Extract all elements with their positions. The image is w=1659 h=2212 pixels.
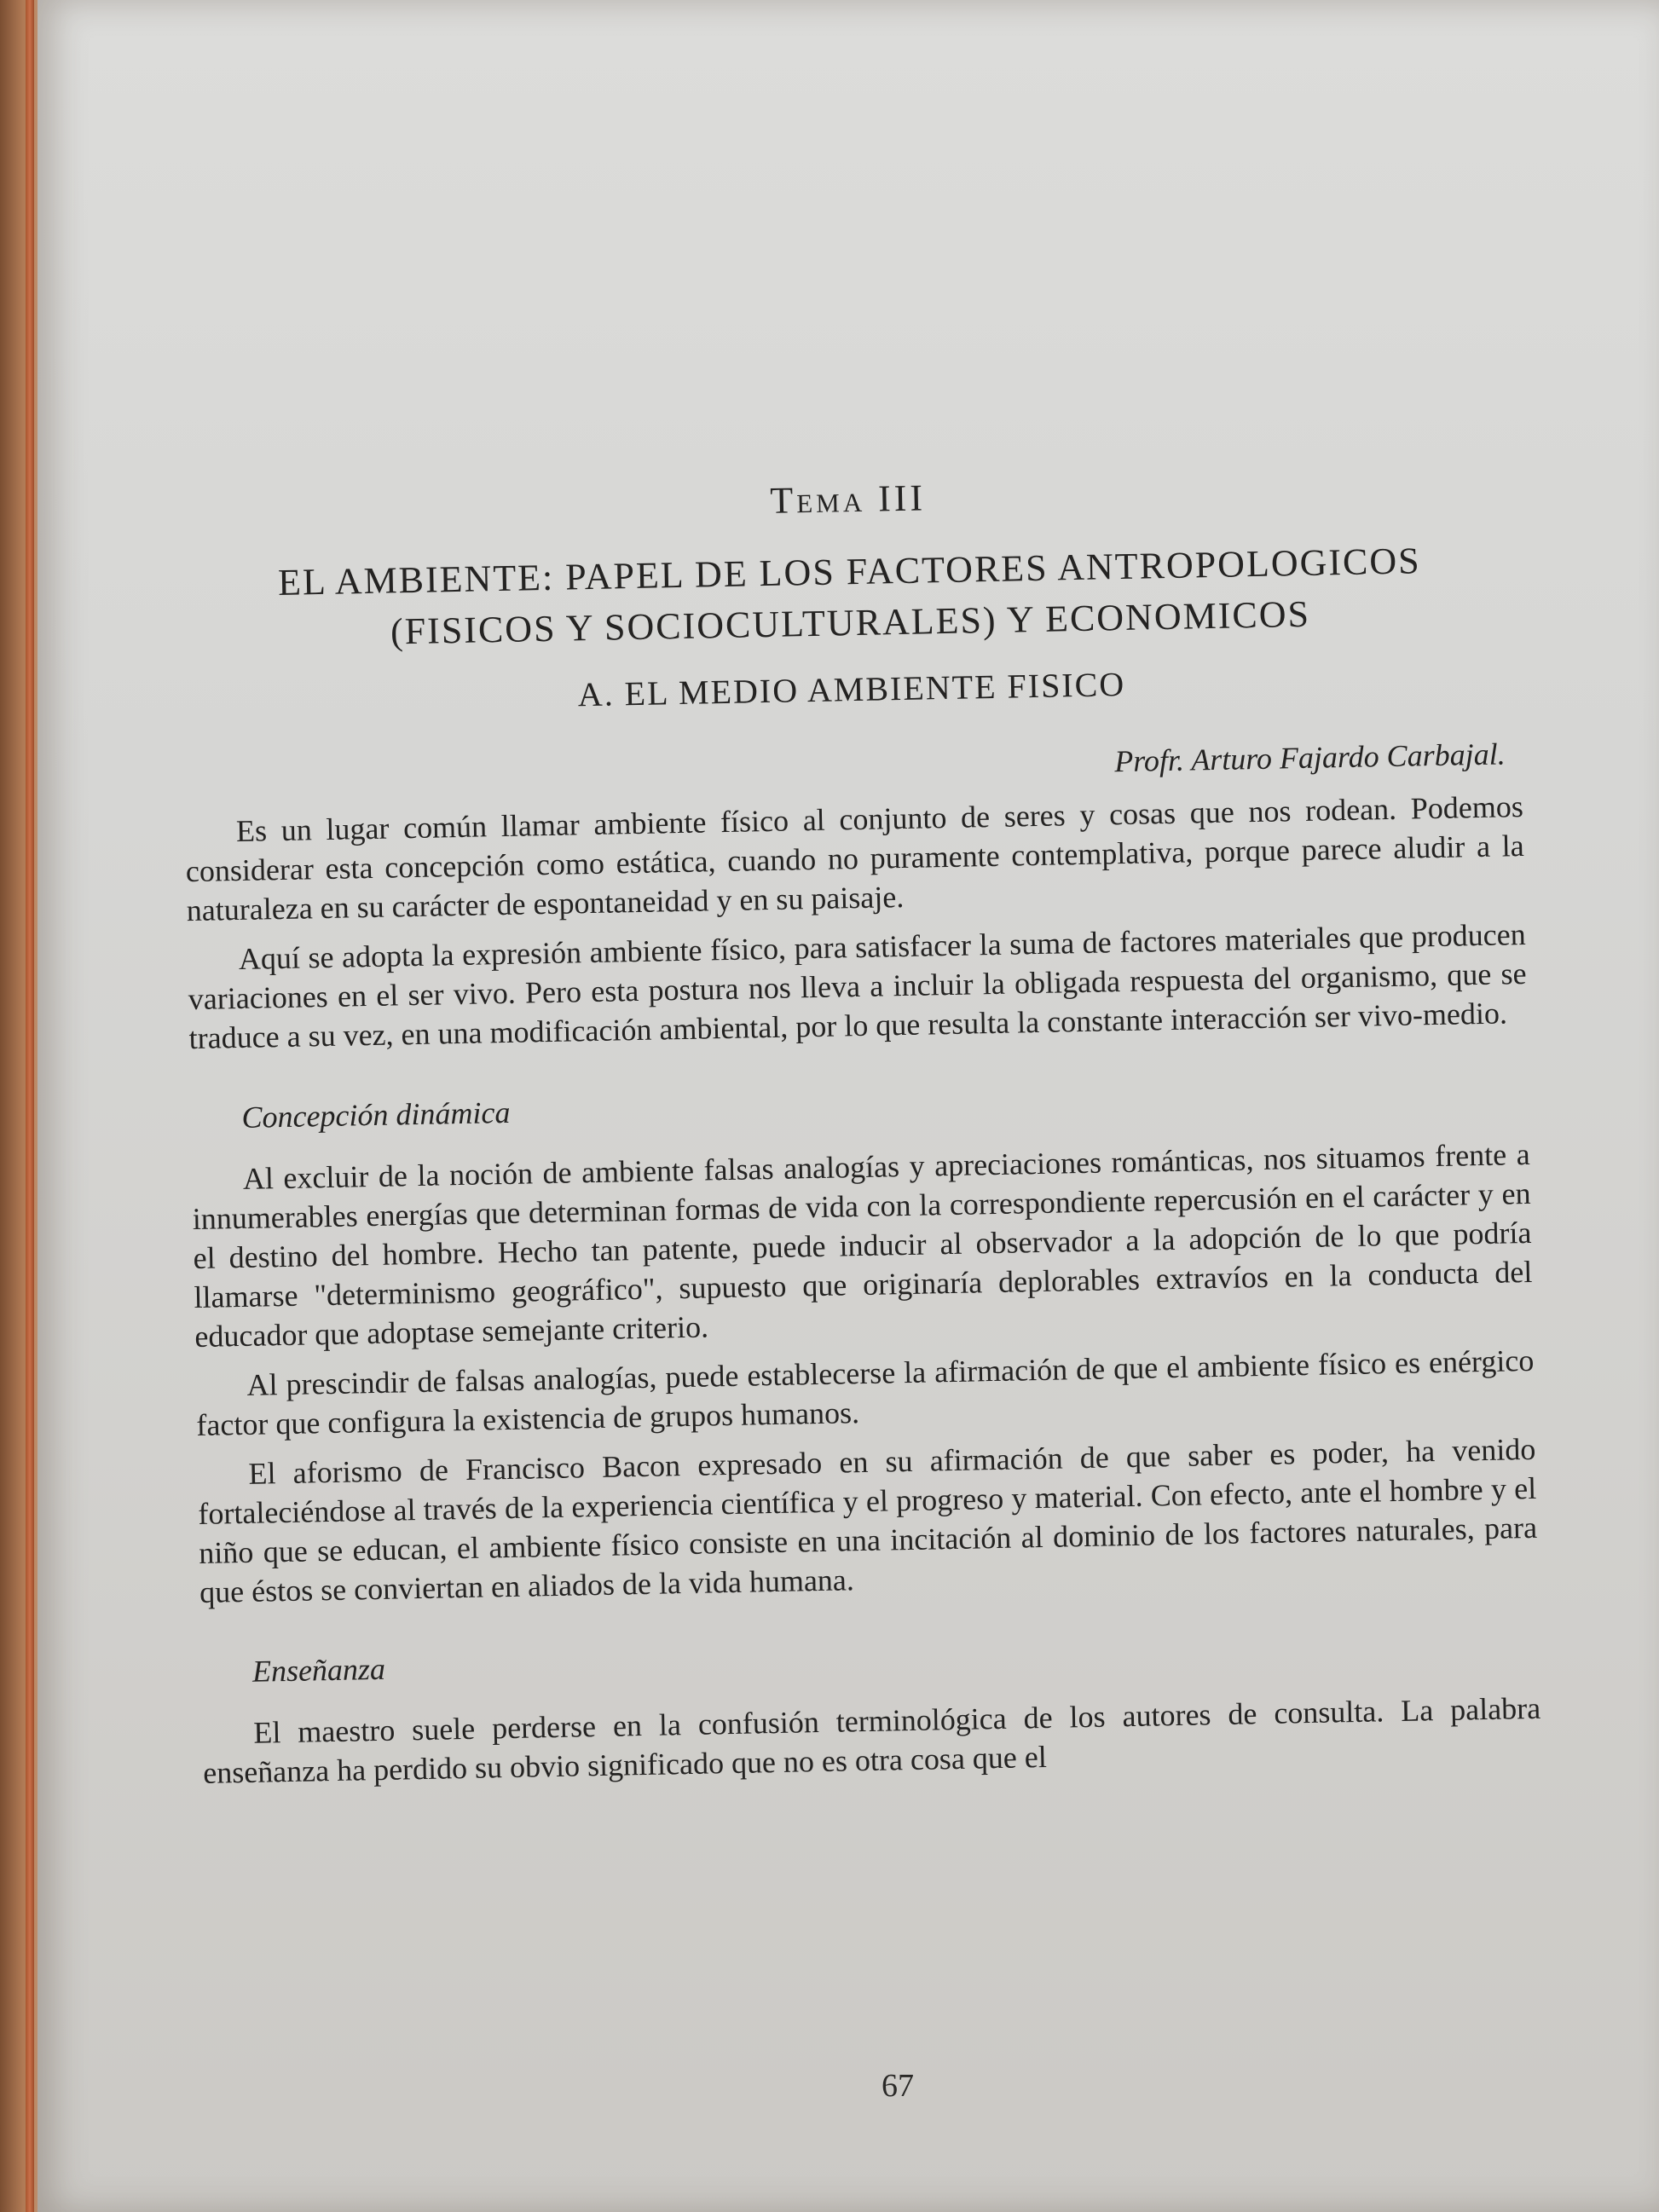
section-heading-ensenanza: Enseñanza (251, 1651, 386, 1689)
page-edge (26, 0, 34, 2212)
page-content (178, 465, 1541, 1803)
section-heading-dinamica: Concepción dinámica (241, 1094, 511, 1135)
section-subtitle: A. EL MEDIO AMBIENTE FISICO (577, 664, 1126, 714)
body-paragraph: Al excluir de la noción de ambiente falsas analogías y apreciaciones románticas, nos situamos frente a innumerables energías que determinan formas de vida con la correspondiente repercusión en el carácter y en el destino del hombre. Hecho tan patente, puede inducir al observador a la adopción de lo que podría llamarse "determinismo geográfico", supuesto que originaría deplorables extravíos en la conducta del educador que adoptase semejante criterio. (192, 1136, 1533, 1354)
body-paragraph: Aquí se adopta la expresión ambiente físico, para satisfacer la suma de factores materiales que producen variaciones en el ser vivo. Pero esta postura nos lleva a incluir la obligada respuesta del organismo, que se traduce a su vez, en una modificación ambiental, por lo que resulta la constante interacción ser vivo-medio. (188, 916, 1527, 1056)
body-paragraph: Al prescindir de falsas analogías, puede establecerse la afirmación de que el ambiente físico es enérgico factor que configura la existencia de grupos humanos. (196, 1343, 1535, 1443)
book-page (38, 0, 1659, 2212)
chapter-label: Tema III (769, 476, 927, 522)
body-paragraph: El aforismo de Francisco Bacon expresado en su afirmación de que saber es poder, ha venido fortaleciéndose al través de la experiencia científica y el progreso y material. Con efecto, ante el hombre y el niño que se educan, el ambiente físico consiste en una incitación al dominio de los factores naturales, para que éstos se conviertan en aliados de la vida humana. (198, 1431, 1538, 1609)
chapter-title (180, 534, 1520, 661)
author-byline: Profr. Arturo Fajardo Carbajal. (1113, 736, 1506, 779)
chapter-title-line: (FISICOS Y SOCIOCULTURALES) Y ECONOMICOS (390, 592, 1311, 653)
page-number: 67 (882, 2068, 914, 2104)
body-paragraph: El maestro suele perderse en la confusión terminológica de los autores de consulta. La palabra enseñanza ha perdido su obvio significado que no es otra cosa que el (202, 1690, 1541, 1790)
chapter-title-line: EL AMBIENTE: PAPEL DE LOS FACTORES ANTROPOLOGICOS (277, 540, 1422, 604)
body-paragraph: Es un lugar común llamar ambiente físico al conjunto de seres y cosas que nos rodean. Podemos considerar esta concepción como estática, cuando no puramente contemplativa, porque parece aludir a la naturaleza en su carácter de espontaneidad y en su paisaje. (185, 789, 1525, 928)
